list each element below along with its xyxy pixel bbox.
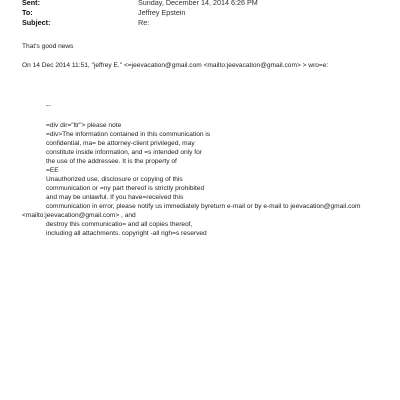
quote-line: Unauthorized use, disclosure or copying of this [46,176,183,183]
sent-value: Sunday, December 14, 2014 6:26 PM [138,0,258,7]
quote-line: =div dir="ltr"> please note [46,122,122,129]
quote-line: destroy this communicatio= and all copies thereof, [46,221,193,228]
quote-line: the use of the addressee. It is the property of [46,158,177,165]
sent-label: Sent: [22,0,40,7]
quote-line: =div>The information contained in this communication is [46,131,211,138]
subject-value: Re: [138,18,150,27]
quote-line: and may be unlawful. If you have=received this [46,194,184,201]
quote-separator: -- [46,102,51,109]
subject-label: Subject: [22,18,51,27]
to-label: To: [22,8,33,17]
quote-line: communication or =ny part thereof is strictly prohibited [46,185,205,192]
quote-line: <mailto:jeevacation@gmail.com> , and [22,212,136,219]
reply-text: That's good news [22,43,74,50]
quote-intro: On 14 Dec 2014 11:51, "jeffrey E." <=jeevacation@gmail.com <mailto:jeevacation@gmail.com> > wro=e: [22,62,329,69]
quote-line: communication in error, please notify us immediately byreturn e-mail or by e-mail to jeevacation@gmail.com [46,203,361,210]
quote-line: including all attachments. copyright -all righ=s reserved [46,230,207,237]
quote-line: confidential, ma= be attorney-client privileged, may [46,140,195,147]
quote-line: constitute inside information, and =s intended only for [46,149,202,156]
quote-line: =EE [46,167,59,174]
to-value: Jeffrey Epstein [138,8,186,17]
